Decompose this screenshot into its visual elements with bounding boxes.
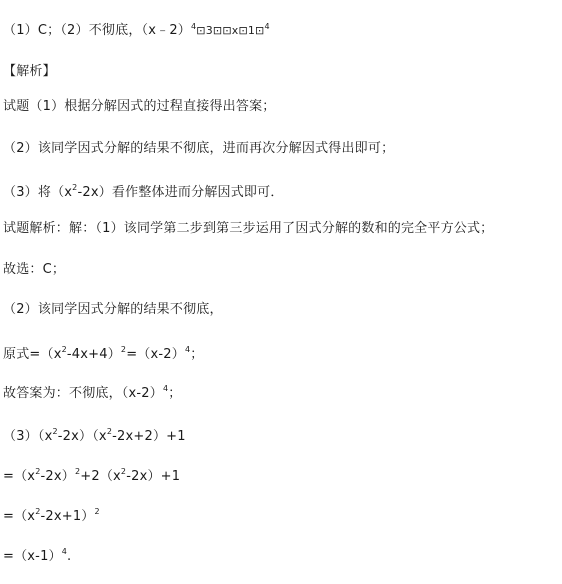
solution-line-4-sup-1: 2 (61, 345, 67, 354)
analysis-line-2: （2）该同学因式分解的结果不彻底，进而再次分解因式得出即可； (3, 141, 395, 156)
solution-line-7-sup-3: 2 (120, 467, 127, 476)
solution-line-8-a: =（x (3, 509, 36, 524)
solution-line-8-b: -2x+1） (40, 509, 95, 524)
solution-line-6-sup-1: 2 (52, 427, 58, 436)
solution-line-7 (3, 463, 180, 486)
solution-line-3: （2）该同学因式分解的结果不彻底， (3, 302, 223, 317)
solution-line-9-b: . (67, 549, 72, 564)
solution-line-7-d: -2x）+1 (126, 469, 181, 484)
solution-line-5 (3, 380, 181, 403)
section-header: 【解析】 (3, 64, 56, 79)
solution-line-4-sup-3: 4 (184, 345, 191, 354)
solution-line-4-d: ； (190, 347, 204, 362)
solution-line-4-sup-2: 2 (120, 345, 127, 354)
solution-line-6 (3, 423, 186, 446)
solution-line-9-a: =（x-1） (3, 549, 62, 564)
analysis-line-3 (3, 179, 284, 202)
answer-exponent-2: 4 (264, 22, 270, 31)
solution-line-8 (3, 503, 100, 526)
solution-line-5-b: ； (168, 386, 182, 401)
answer-line (3, 18, 270, 40)
solution-line-5-sup: 4 (162, 384, 169, 393)
solution-line-7-sup-2: 2 (74, 467, 81, 476)
solution-line-6-b: -2x）（x (57, 429, 107, 444)
analysis-line-1: 试题（1）根据分解因式的过程直接得出答案； (3, 99, 276, 114)
analysis-line-3-part-a: （3）将（x (3, 185, 73, 200)
solution-line-7-b: -2x） (40, 469, 75, 484)
solution-line-8-sup-1: 2 (35, 507, 41, 516)
solution-line-7-c: +2（x (80, 469, 121, 484)
solution-line-7-sup-1: 2 (35, 467, 41, 476)
solution-line-4-a: 原式=（x (3, 347, 62, 362)
answer-exponent: 4 (190, 22, 197, 31)
solution-line-9 (3, 543, 71, 566)
solution-line-6-c: -2x+2）+1 (112, 429, 186, 444)
solution-line-4 (3, 341, 203, 364)
answer-text: （1）C；（2）不彻底，（x﹣2） (3, 23, 191, 38)
solution-line-5-a: 故答案为：不彻底，（x-2） (3, 386, 163, 401)
solution-line-4-b: -4x+4） (66, 347, 121, 362)
analysis-line-3-sup: 2 (72, 183, 78, 192)
solution-line-1: 试题解析：解：（1）该同学第二步到第三步运用了因式分解的数和的完全平方公式； (3, 221, 494, 236)
solution-line-4-c: =（x-2） (126, 347, 185, 362)
solution-line-7-a: =（x (3, 469, 36, 484)
answer-garbled: ⊡3⊡⊡x⊡1⊡ (196, 24, 265, 37)
solution-line-9-sup: 4 (61, 547, 68, 556)
analysis-line-3-part-b: -2x）看作整体进而分解因式即可． (77, 185, 284, 200)
solution-line-6-a: （3）（x (3, 429, 53, 444)
solution-line-8-sup-2: 2 (94, 507, 100, 516)
solution-line-6-sup-2: 2 (106, 427, 113, 436)
solution-line-2: 故选：C； (3, 262, 66, 277)
